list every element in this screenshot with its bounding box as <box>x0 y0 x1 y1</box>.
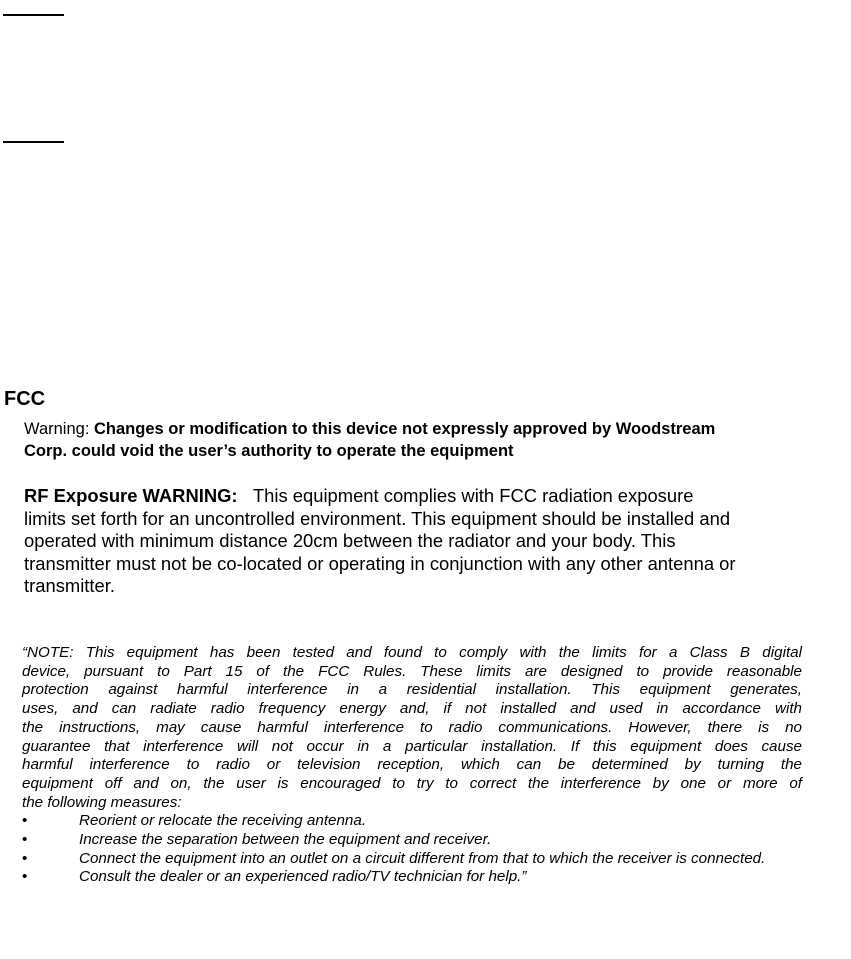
list-item <box>22 868 802 887</box>
list-item <box>22 812 802 831</box>
rf-line-4: transmitter must not be co-located or operating in conjunction with any other antenna or <box>24 552 736 574</box>
bullet-icon: • <box>22 868 28 886</box>
list-item <box>22 850 802 869</box>
fcc-heading: FCC <box>4 388 46 410</box>
bullet-icon: • <box>22 831 28 849</box>
bullet-icon: • <box>22 812 28 830</box>
note-line: device, pursuant to Part 15 of the FCC Rules. These limits are designed to provide reasonable <box>22 662 802 680</box>
note-line: the following measures: <box>22 793 182 811</box>
warning-line-1: Changes or modification to this device not expressly approved by Woodstream <box>94 420 716 438</box>
top-rule <box>3 14 64 16</box>
note-line: protection against harmful interference in a residential installation. This equipment generates, <box>22 681 802 699</box>
rf-line-5: transmitter. <box>24 575 115 596</box>
rf-exposure-paragraph <box>24 485 849 598</box>
note-line: uses, and can radiate radio frequency energy and, if not installed and used in accordance with <box>22 700 802 718</box>
note-line: the instructions, may cause harmful interference to radio communications. However, there is no <box>22 718 802 736</box>
rf-line-3: operated with minimum distance 20cm between the radiator and your body. This <box>24 530 676 551</box>
warning-lead: Warning: <box>24 420 94 438</box>
measure-text: Increase the separation between the equipment and receiver. <box>79 831 492 849</box>
second-rule <box>3 141 64 143</box>
note-line: “NOTE: This equipment has been tested and found to comply with the limits for a Class B digital <box>22 644 802 661</box>
measure-text: Connect the equipment into an outlet on a circuit different from that to which the receiver is connected. <box>79 849 766 867</box>
bullet-icon: • <box>22 849 28 867</box>
fcc-warning-paragraph <box>24 418 844 462</box>
fcc-note <box>22 644 802 887</box>
warning-line-2: Corp. could void the user’s authority to operate the equipment <box>24 442 514 460</box>
measure-text: Consult the dealer or an experienced radio/TV technician for help.” <box>79 868 527 886</box>
measure-text: Reorient or relocate the receiving antenna. <box>79 812 367 830</box>
note-line: guarantee that interference will not occur in a particular installation. If this equipment does cause <box>22 737 802 755</box>
note-line: equipment off and on, the user is encouraged to try to correct the interference by one or more of <box>22 774 802 792</box>
note-line: harmful interference to radio or television reception, which can be determined by turning the <box>22 756 802 774</box>
measures-list <box>22 812 802 887</box>
rf-line-1 <box>24 485 849 508</box>
rf-line-2: limits set forth for an uncontrolled environment. This equipment should be installed and <box>24 507 731 529</box>
rf-line-1-text: This equipment complies with FCC radiation exposure <box>252 485 694 506</box>
rf-lead: RF Exposure WARNING: <box>24 485 238 506</box>
list-item <box>22 831 802 850</box>
